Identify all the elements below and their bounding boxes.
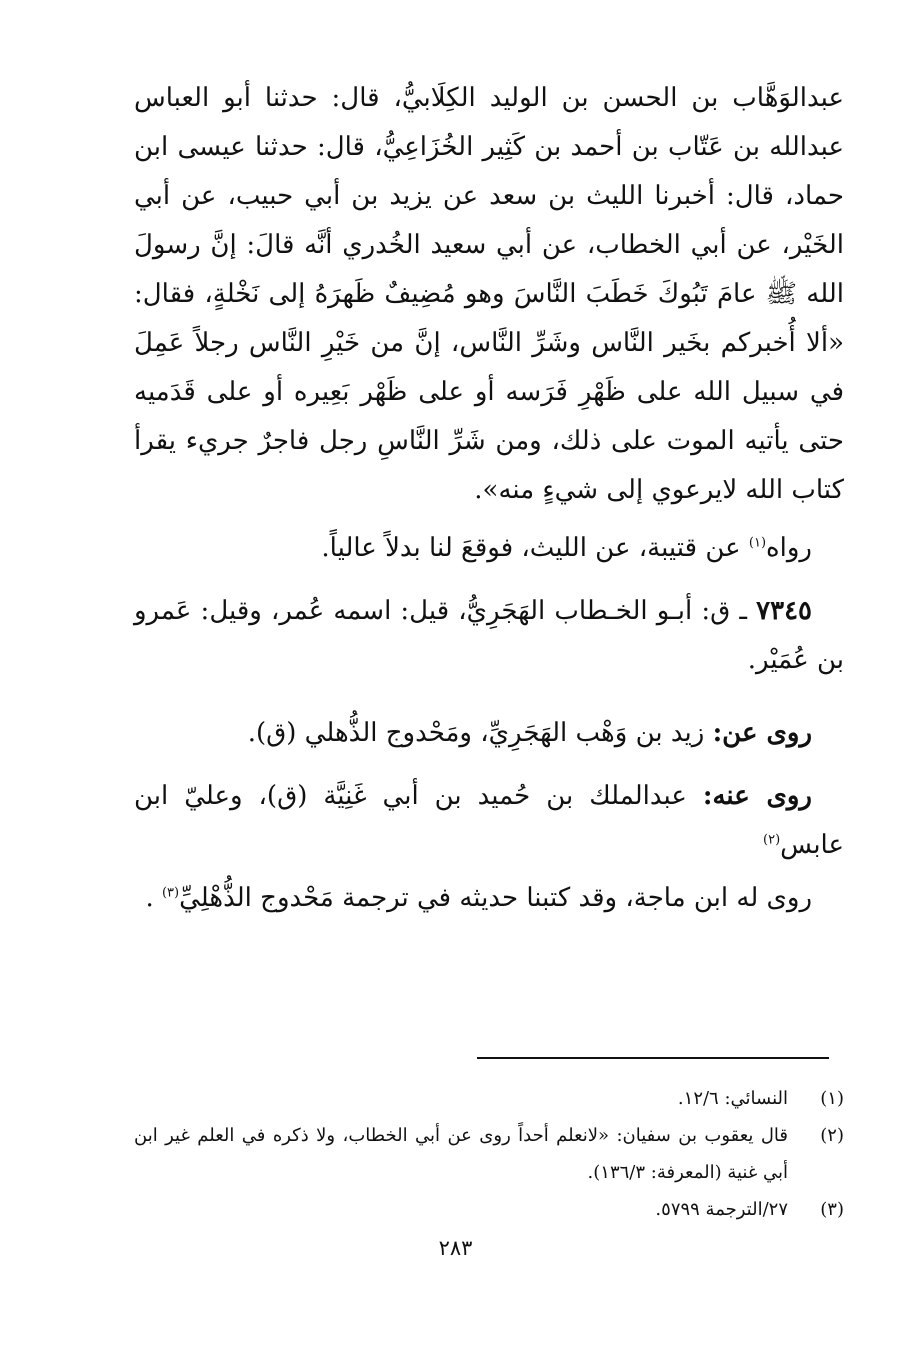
hadith-text: عبدالوَهَّاب بن الحسن بن الوليد الكِلَابيُّ، قال: حدثنا أبو العباس عبدالله بن عَتّاب بن أحمد بن كَثِير الخُزَاعِيُّ، قال: حدثنا عيسى ابن حماد، قال: أخبرنا الليث بن سعد عن يزيد بن أبي حبيب، عن أبي الخَيْر، عن أبي الخطاب، عن أبي سعيد الخُدري أنَّه قالَ: إنَّ رسولَ الله ﷺ عامَ تَبُوكَ خَطَبَ النَّاسَ وهو مُضِيفٌ ظَهرَهُ إلى نَخْلةٍ، فقال: «ألا أُخبركم بخَير النَّاس وشَرِّ النَّاس، إنَّ من خَيْرِ النَّاس رجلاً عَمِلَ في سبيل الله على ظَهْرِ فَرَسه أو على ظَهْر بَعِيره أو على قَدَميه حتى يأتيه الموت على ذلك، ومن شَرِّ النَّاسِ رجل فاجرٌ جريء يقرأ كتاب الله لايرعوي إلى شيءٍ منه». <box>134 83 844 505</box>
footnote-text: قال يعقوب بن سفيان: «لانعلم أحداً روى عن أبي الخطاب، ولا ذكره في العلم غير ابن أبي غنية (المعرفة: ١٣٦/٣). <box>134 1125 788 1183</box>
page-number: ٢٨٣ <box>438 1236 473 1260</box>
entry-heading <box>134 587 844 685</box>
ibn-majah-text: روى له ابن ماجة، وقد كتبنا حديثه في ترجمة مَحْدوج الذُّهْلِيِّ <box>179 883 812 913</box>
narrated-from-text: زيد بن وَهْب الهَجَرِيِّ، ومَحْدوج الذُّهلي (ق). <box>247 718 713 748</box>
footnotes <box>134 1080 844 1228</box>
narration-prefix: رواه <box>766 533 812 563</box>
footnote-ref-2: (٢) <box>763 832 781 848</box>
ibn-majah-note <box>134 874 844 923</box>
footnote-ref-1: (١) <box>748 535 767 551</box>
footnote-2 <box>134 1117 844 1191</box>
footnote-1 <box>134 1080 844 1117</box>
entry-number: ٧٣٤٥ <box>756 596 812 626</box>
footnote-divider <box>477 1057 829 1059</box>
hadith-paragraph <box>134 74 844 515</box>
narration-line <box>134 524 844 573</box>
narrated-by-text: عبدالملك بن حُميد بن أبي غَنِيَّة (ق)، وعليّ ابن عابس <box>134 781 844 860</box>
footnote-number: (٢) <box>820 1125 844 1146</box>
footnote-number: (٣) <box>820 1199 844 1220</box>
footnote-3 <box>134 1191 844 1228</box>
footnote-text: النسائي: ١٢/٦. <box>677 1088 788 1109</box>
footnote-number: (١) <box>820 1088 844 1109</box>
entry-text: ـ ق: أبـو الخـطاب الهَجَرِيُّ، قيل: اسمه عُمر، وقيل: عَمرو بن عُمَيْر. <box>134 596 844 675</box>
narrated-from-label: روى عن: <box>712 718 812 748</box>
ibn-majah-end: . <box>145 883 162 913</box>
narrated-by-label: روى عنه: <box>702 781 812 811</box>
narration-suffix: عن قتيبة، عن الليث، فوقعَ لنا بدلاً عالياً. <box>321 533 749 563</box>
narrated-from <box>134 709 844 758</box>
narrated-by <box>134 772 844 870</box>
footnote-ref-3: (٣) <box>161 885 180 901</box>
footnote-text: ٢٧/الترجمة ٥٧٩٩. <box>655 1199 788 1220</box>
